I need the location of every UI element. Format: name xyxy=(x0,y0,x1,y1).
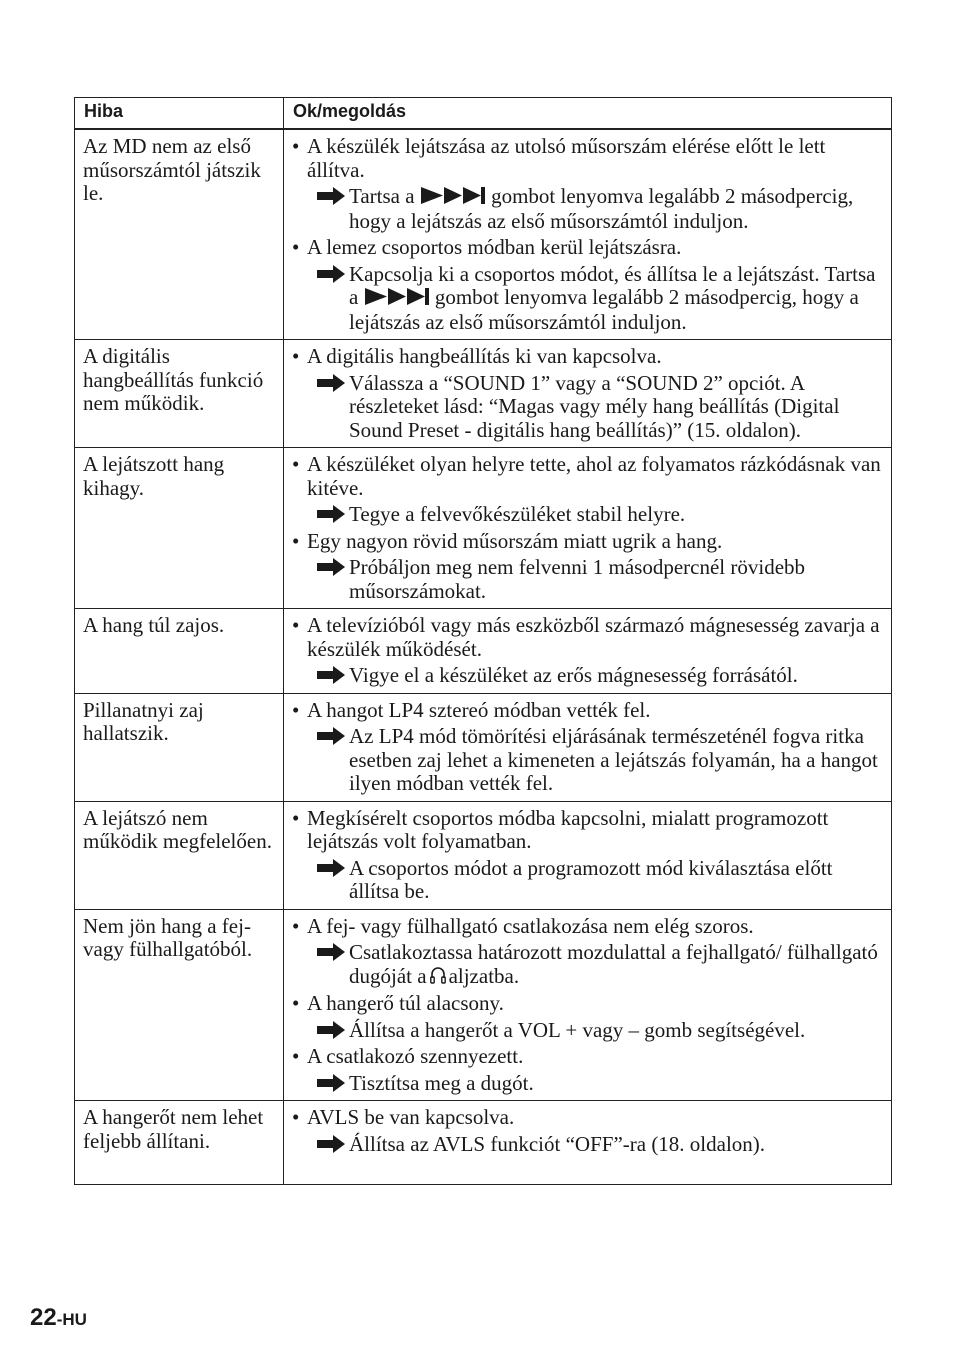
cause-item xyxy=(292,453,883,500)
remedy-item xyxy=(292,1072,883,1096)
remedy-text: aljzatba. xyxy=(448,963,520,988)
page-number-value: 22 xyxy=(30,1304,57,1331)
remedy-text: Válassza a “SOUND 1” vagy a “SOUND 2” opciót. A részleteket lásd: “Magas vagy mély hang beállítás (Digital Sound Preset - digitális hang beállítás)” (15. oldalon). xyxy=(349,370,840,442)
remedy-item xyxy=(292,725,883,796)
cause-text: Egy nagyon rövid műsorszám miatt ugrik a hang. xyxy=(307,528,723,553)
cause-item xyxy=(292,992,883,1016)
solution-cell xyxy=(284,1101,892,1185)
bullet: • xyxy=(292,1044,300,1068)
cause-item xyxy=(292,915,883,939)
page-number xyxy=(30,1304,87,1332)
cause-item xyxy=(292,699,883,723)
remedy-text: Kapcsolja ki a csoportos módot, és állítsa le a lejátszást. Tartsa a xyxy=(349,261,876,309)
cause-text: AVLS be van kapcsolva. xyxy=(307,1105,515,1129)
solution-cell xyxy=(284,801,892,909)
remedy-item xyxy=(292,857,883,904)
right-arrow-icon xyxy=(316,943,349,961)
cause-text: A digitális hangbeállítás ki van kapcsolva. xyxy=(307,344,662,368)
right-arrow-icon xyxy=(316,505,349,523)
problem-cell: A hang túl zajos. xyxy=(75,609,284,694)
remedy-item xyxy=(292,664,883,688)
problem-cell: A lejátszott hang kihagy. xyxy=(75,448,284,609)
right-arrow-icon xyxy=(316,727,349,745)
cause-item xyxy=(292,1045,883,1069)
table-row xyxy=(75,1101,892,1185)
problem-cell: A lejátszó nem működik megfelelően. xyxy=(75,801,284,909)
right-arrow-icon xyxy=(316,666,349,684)
remedy-text: gombot lenyomva legalább 2 másodpercig, hogy a lejátszás az első műsorszámtól induljon. xyxy=(349,184,854,233)
remedy-text: Próbáljon meg nem felvenni 1 másodpercnél rövidebb műsorszámokat. xyxy=(349,555,806,603)
cause-text: Megkísérelt csoportos módba kapcsolni, mialatt programozott lejátszás volt folyamatban. xyxy=(307,805,829,853)
right-arrow-icon xyxy=(316,558,349,576)
table-row xyxy=(75,609,892,694)
cause-item xyxy=(292,530,883,554)
cause-text: A hangot LP4 sztereó módban vették fel. xyxy=(307,697,651,722)
bullet: • xyxy=(292,452,300,476)
right-arrow-icon xyxy=(316,859,349,877)
problem-cell: Pillanatnyi zaj hallatszik. xyxy=(75,693,284,801)
remedy-text: Vigye el a készüléket az erős mágnesesség forrásától. xyxy=(349,663,798,687)
header-problem: Hiba xyxy=(75,98,284,130)
cause-item xyxy=(292,614,883,661)
right-arrow-icon xyxy=(316,1135,349,1153)
remedy-text: Tartsa a xyxy=(349,184,415,208)
remedy-text: Tisztítsa meg a dugót. xyxy=(349,1070,534,1095)
bullet: • xyxy=(292,235,300,259)
cause-text: A készülék lejátszása az utolsó műsorszám elérése előtt le lett állítva. xyxy=(307,134,826,182)
bullet: • xyxy=(292,134,300,158)
problem-cell: Az MD nem az első műsorszámtól játszik le. xyxy=(75,129,284,340)
problem-cell: A hangerőt nem lehet feljebb állítani. xyxy=(75,1101,284,1185)
remedy-text: Az LP4 mód tömörítési eljárásának természeténél fogva ritka esetben zaj lehet a kimeneten a lejátszás folyamán, ha a hangot ilyen módban vették fel. xyxy=(349,724,878,795)
remedy-text: Állítsa a hangerőt a VOL + vagy – gomb segítségével. xyxy=(349,1017,806,1042)
right-arrow-icon xyxy=(316,187,349,205)
remedy-item xyxy=(292,185,883,233)
bullet: • xyxy=(292,344,300,368)
remedy-item xyxy=(292,556,883,603)
cause-text: A csatlakozó szennyezett. xyxy=(307,1044,524,1068)
cause-item xyxy=(292,135,883,182)
remedy-item xyxy=(292,1019,883,1043)
remedy-item xyxy=(292,372,883,443)
headphones-icon xyxy=(430,966,446,990)
remedy-item xyxy=(292,263,883,335)
solution-cell xyxy=(284,609,892,694)
remedy-item xyxy=(292,1133,883,1157)
table-header-row xyxy=(75,98,892,130)
cause-item xyxy=(292,807,883,854)
remedy-text: Csatlakoztassa határozott mozdulattal a fejhallgató/ fülhallgató dugóját a xyxy=(349,940,878,988)
solution-cell xyxy=(284,340,892,448)
solution-cell xyxy=(284,693,892,801)
troubleshooting-table xyxy=(74,97,892,1185)
solution-cell xyxy=(284,448,892,609)
page-number-suffix: -HU xyxy=(56,1310,87,1329)
table-row xyxy=(75,448,892,609)
bullet: • xyxy=(292,697,300,722)
solution-cell xyxy=(284,129,892,340)
remedy-item xyxy=(292,941,883,989)
right-arrow-icon xyxy=(316,374,349,392)
problem-cell: A digitális hangbeállítás funkció nem működik. xyxy=(75,340,284,448)
cause-text: A fej- vagy fülhallgató csatlakozása nem elég szoros. xyxy=(307,913,754,938)
remedy-item xyxy=(292,503,883,527)
remedy-text: gombot lenyomva legalább 2 másodpercig, hogy a lejátszás az első műsorszámtól induljon. xyxy=(349,285,859,334)
play-next-track-icon xyxy=(364,287,430,311)
bullet: • xyxy=(292,805,300,830)
play-next-track-icon xyxy=(420,186,486,210)
cause-text: A televízióból vagy más eszközből származó mágnesesség zavarja a készülék működését. xyxy=(307,613,880,661)
table-row xyxy=(75,801,892,909)
cause-item xyxy=(292,345,883,369)
bullet: • xyxy=(292,913,300,938)
right-arrow-icon xyxy=(316,265,349,283)
problem-cell: Nem jön hang a fej- vagy fülhallgatóból. xyxy=(75,909,284,1101)
table-row xyxy=(75,693,892,801)
right-arrow-icon xyxy=(316,1021,349,1039)
remedy-text: Állítsa az AVLS funkciót “OFF”-ra (18. oldalon). xyxy=(349,1131,766,1156)
right-arrow-icon xyxy=(316,1074,349,1092)
remedy-text: Tegye a felvevőkészüléket stabil helyre. xyxy=(349,502,686,526)
remedy-text: A csoportos módot a programozott mód kiválasztása előtt állítsa be. xyxy=(349,855,833,903)
table-row xyxy=(75,909,892,1101)
solution-cell xyxy=(284,909,892,1101)
bullet: • xyxy=(292,613,300,637)
cause-text: A lemez csoportos módban kerül lejátszásra. xyxy=(307,235,682,259)
bullet: • xyxy=(292,991,300,1015)
table-row xyxy=(75,129,892,340)
bullet: • xyxy=(292,528,300,553)
cause-text: A hangerő túl alacsony. xyxy=(307,991,504,1015)
cause-item xyxy=(292,1106,883,1130)
cause-text: A készüléket olyan helyre tette, ahol az folyamatos rázkódásnak van kitéve. xyxy=(307,452,881,500)
table-row xyxy=(75,340,892,448)
bullet: • xyxy=(292,1105,300,1129)
cause-item xyxy=(292,236,883,260)
header-cause-solution: Ok/megoldás xyxy=(284,98,892,130)
